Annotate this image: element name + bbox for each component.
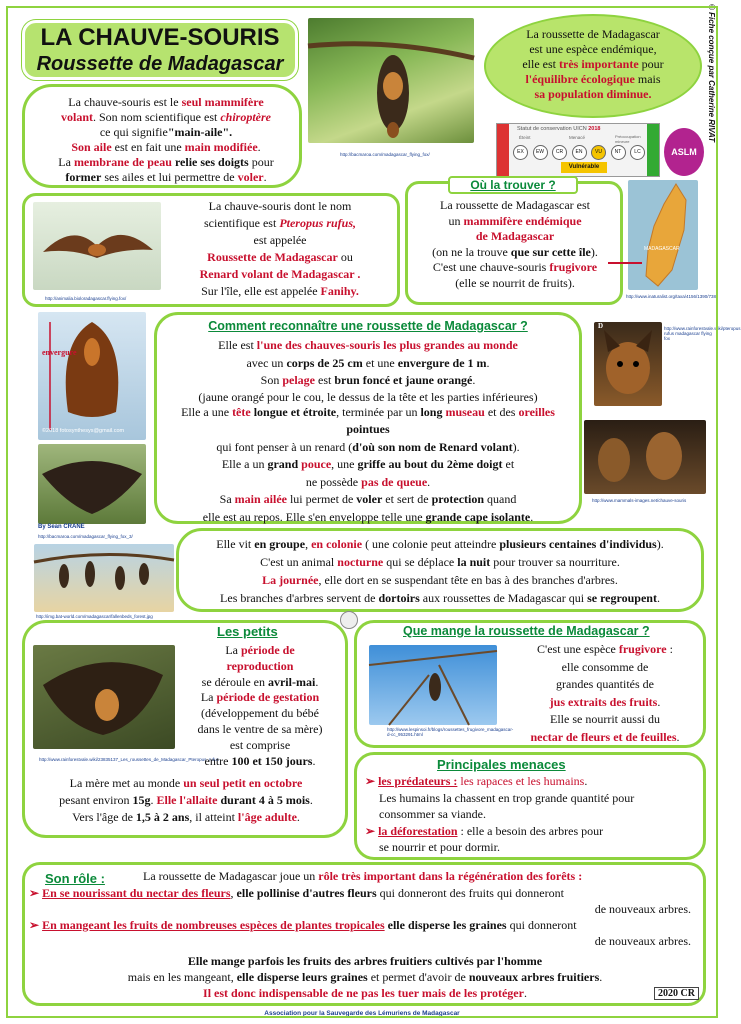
- food-4b: .: [657, 694, 661, 709]
- side-credit: © Fiche conçue par Catherine RIVAT: [707, 4, 716, 143]
- uicn-lc-label: Préoccupation mineure: [615, 134, 641, 144]
- role-intro-text: La roussette de Madagascar joue un: [143, 869, 319, 883]
- pet-10e: .: [309, 793, 313, 807]
- uicn-cat-nt: NT: [611, 145, 626, 160]
- pet-april-may: avril-mai: [267, 674, 316, 689]
- intro-dot-1: .: [257, 140, 261, 154]
- role-p2c: et permet d'avoir de: [367, 970, 469, 984]
- endemic-important: très importante: [559, 57, 639, 71]
- colony-tree-photo: [34, 544, 174, 612]
- food-box: [354, 620, 706, 748]
- flying-bat-photo: [33, 202, 161, 290]
- threat-1c: .: [584, 774, 588, 788]
- hanging-bat-photo: [308, 18, 474, 143]
- rec-wingspan: envergure de 1 m: [397, 355, 487, 370]
- role-2e: de nouveaux arbres.: [594, 934, 691, 948]
- petits-text-2: [31, 775, 341, 826]
- food-5: Elle se nourrit aussi du: [550, 712, 660, 726]
- photo-d-label: D: [598, 322, 604, 330]
- intro-flying: volant: [60, 110, 93, 124]
- caption-10: http://www.lespinsoi.fr/blogs/roussettes_frugivore_madagascar-d-cc_953291.html: [387, 727, 514, 737]
- col-4a: Les branches d'arbres servent de: [220, 591, 379, 605]
- caption-6: By Sean CRANE: [38, 524, 85, 530]
- col-2d: pour trouver sa nourriture.: [490, 555, 620, 569]
- food-title: Que mange la roussette de Madagascar ?: [403, 624, 650, 638]
- recognize-title-wrap: [157, 319, 579, 334]
- role-intro: [143, 868, 703, 884]
- intro-fly: voler: [237, 170, 264, 184]
- uicn-selected: Vulnérable: [561, 162, 607, 173]
- names-roussette: Roussette de Madagascar: [207, 250, 338, 264]
- endemic-balance: l'équilibre écologique: [525, 72, 635, 86]
- petits-text: [179, 643, 341, 769]
- names-box: [22, 193, 400, 307]
- pet-11d: .: [296, 810, 300, 824]
- map-label: MADAGASCAR: [644, 246, 680, 252]
- colony-box: [176, 528, 704, 612]
- role-p2a: mais en les mangeant,: [127, 970, 237, 984]
- caption-1: http://bacmaroa.com/madagascar_flying_fox/: [340, 152, 430, 157]
- uicn-cat-cr: CR: [552, 145, 567, 160]
- col-4c: aux roussettes de Madagascar qui: [419, 591, 588, 605]
- bat-face-illustration: [594, 322, 662, 406]
- rec-9b: lui permet de: [286, 492, 357, 506]
- wingspan-illustration: [38, 312, 146, 440]
- rec-1a: Elle est: [218, 338, 257, 352]
- rec-7e: et: [502, 457, 515, 471]
- year-badge: 2020 CR: [654, 987, 699, 1000]
- rec-8b: .: [427, 474, 431, 489]
- pet-gestation: période de gestation: [216, 690, 320, 705]
- rec-9d: et sert de: [382, 492, 432, 506]
- colony-tree-illustration: [34, 544, 174, 612]
- role-new-trees: nouveaux arbres fruitiers: [468, 970, 600, 984]
- aslm-logo: ASLM: [664, 128, 704, 176]
- rec-10c: .: [530, 509, 534, 524]
- uicn-status-widget: [496, 123, 660, 177]
- intro-text-6: pour: [248, 155, 274, 169]
- rec-3d: .: [472, 373, 476, 387]
- rec-fox-name: d'où son nom de Renard volant: [352, 439, 513, 454]
- threat-bullet-1-icon: ➢: [365, 774, 379, 788]
- col-4e: .: [656, 591, 660, 605]
- pet-1: La: [225, 643, 241, 657]
- intro-hand-wing: "main-aile".: [167, 125, 233, 139]
- uicn-year: 2018: [588, 126, 601, 132]
- uicn-title: Statut de conservation UICN: [517, 126, 587, 132]
- pet-8: entre: [204, 753, 232, 768]
- names-text: [167, 198, 393, 300]
- intro-box: [22, 84, 302, 188]
- madagascar-map: [628, 180, 698, 290]
- food-nectar: nectar de fleurs et de feuilles: [530, 729, 677, 744]
- wingspan-photo: [38, 312, 146, 440]
- role-p3b: .: [523, 986, 527, 1000]
- bat-in-tree-illustration: [369, 645, 497, 725]
- rec-fur: pelage: [282, 373, 315, 387]
- where-paren: ).: [590, 244, 598, 259]
- endemic-oval: [484, 14, 702, 118]
- where-box: [405, 178, 623, 305]
- role-disperses: elle disperse les graines: [387, 918, 507, 932]
- col-regroup: se regroupent: [587, 591, 657, 605]
- rec-9f: quand: [484, 492, 517, 506]
- food-frugivore: frugivore: [618, 642, 667, 656]
- rec-claw: griffe au bout du 2ème doigt: [357, 457, 503, 471]
- role-p2e: .: [599, 970, 603, 984]
- where-text: [412, 198, 618, 291]
- intro-dot-2: .: [263, 170, 267, 184]
- petits-title: Les petits: [217, 624, 278, 639]
- bat-in-tree-photo: [369, 645, 497, 725]
- where-only-island: que sur cette île: [510, 244, 591, 259]
- where-a: un: [448, 213, 464, 228]
- food-3: grandes quantités de: [556, 677, 654, 691]
- intro-chiroptera: chiroptère: [220, 110, 271, 124]
- bat-group-illustration: [584, 420, 706, 494]
- threats-title-wrap: [437, 757, 566, 773]
- col-1d: ( une colonie peut atteindre: [362, 537, 500, 551]
- pet-5: (développement du bébé: [201, 706, 319, 721]
- rec-fur-detail: (jaune orangé pour le cou, le dessus de la tête et les parties inférieures): [198, 389, 538, 404]
- rec-9c: voler: [356, 492, 383, 506]
- role-protect: Il est donc indispensable de ne pas les tuer mais de les protéger: [203, 986, 524, 1000]
- recognize-title: Comment reconnaître une roussette de Madagascar ?: [208, 319, 528, 333]
- food-1b: :: [666, 642, 673, 656]
- threat-bullet-2-icon: ➢: [365, 823, 379, 838]
- role-paragraph: [29, 953, 701, 1001]
- petits-title-wrap: [217, 624, 278, 640]
- pet-7: est comprise: [229, 737, 291, 752]
- col-3a: , elle dort en se suspendant tête en bas à des branches d'arbres.: [318, 573, 618, 587]
- intro-text-5: La: [58, 155, 74, 169]
- pet-11: Vers l'âge de: [72, 810, 136, 824]
- food-juice: jus extraits des fruits: [549, 694, 658, 709]
- rec-9a: Sa: [219, 492, 235, 506]
- endemic-line-2: est une espèce endémique,: [529, 42, 657, 56]
- uicn-cat-en: EN: [572, 145, 587, 160]
- role-seeds: elle disperse leurs graines: [236, 970, 368, 984]
- rec-7c: , une: [331, 457, 358, 471]
- bat-wings-illustration: [38, 444, 146, 524]
- recognize-text: [163, 337, 573, 526]
- rec-snout: museau: [445, 404, 485, 419]
- intro-text-3: ce qui signifie: [99, 125, 168, 139]
- names-fanihy: Fanihy.: [320, 284, 359, 298]
- intro-form: former: [65, 170, 102, 184]
- colony-text: [183, 535, 697, 607]
- food-1: C'est une espèce: [537, 642, 619, 656]
- bat-face-photo: [594, 322, 662, 406]
- role-bullet-1-icon: ➢: [29, 886, 43, 900]
- threat-raptors-humans: les rapaces et les humains: [457, 774, 585, 788]
- threat-5: se nourrir et pour dormir.: [379, 840, 500, 854]
- caption-9: http://www.rainforestvale.wiki/23835137_Les_roussettes_de_Madagascar_Pteropus_rufus: [39, 757, 219, 762]
- col-1a: Elle vit: [216, 537, 255, 551]
- madagascar-map-illustration: [628, 180, 698, 290]
- caption-7: http://bacmaroa.com/madagascar_flying_fox_3/: [38, 534, 133, 539]
- names-line-2: scientifique est: [204, 216, 280, 230]
- rec-largest: l'une des chauves-souris les plus grandes au monde: [256, 338, 518, 352]
- rec-3b: est: [315, 373, 335, 387]
- page-title: LA CHAUVE-SOURIS: [40, 24, 280, 51]
- petits-box: [22, 620, 348, 838]
- role-1e: de nouveaux arbres.: [594, 902, 691, 916]
- rec-protection: protection: [431, 492, 485, 506]
- bat-group-photo: [584, 420, 706, 494]
- pet-adult: l'âge adulte: [237, 810, 297, 824]
- rec-5d: long: [420, 404, 446, 419]
- rec-5a: Elle a une: [181, 404, 233, 419]
- pet-nurses: Elle l'allaite: [156, 793, 218, 807]
- threat-predators: les prédateurs :: [378, 774, 458, 788]
- names-line-6: Sur l'île, elle est appelée: [201, 284, 321, 298]
- bat-wings-photo: [38, 444, 146, 524]
- where-line-6: (elle se nourrit de fruits).: [455, 275, 575, 290]
- role-bullet-2-icon: ➢: [29, 918, 43, 932]
- map-arrow: [608, 262, 642, 264]
- names-or: ou: [337, 250, 353, 264]
- threats-text: [365, 773, 701, 856]
- col-2a: C'est un animal: [260, 555, 338, 569]
- caption-4: http://www.rainforestvale.wiki/pteropus rufus madagascar flying fox: [664, 326, 741, 341]
- role-fruits: En mangeant les fruits de nombreuses espèces de plantes tropicales: [42, 918, 385, 932]
- baby-bat-photo: [33, 645, 175, 749]
- threat-deforestation: la déforestation: [378, 823, 458, 838]
- rec-5c: , terminée par un: [336, 404, 421, 419]
- where-line-4: (on ne la trouve: [432, 244, 511, 259]
- page-subtitle: Roussette de Madagascar: [36, 53, 284, 75]
- intro-text-2: . Son nom scientifique est: [93, 110, 221, 124]
- role-p1: Elle mange parfois les fruits des arbres fruitiers cultivés par l'homme: [187, 954, 543, 968]
- pet-weight: 15g: [132, 793, 151, 807]
- uicn-cat-ex: EX: [513, 145, 528, 160]
- rec-6c: ).: [512, 439, 520, 454]
- role-1b: ,: [230, 886, 237, 900]
- pet-10: pesant environ: [59, 793, 133, 807]
- endemic-but: mais: [634, 72, 661, 86]
- rec-6a: qui font penser à un renard (: [216, 439, 353, 454]
- intro-text-4: est en fait une: [111, 140, 185, 154]
- pet-9: La mère met au monde: [69, 776, 184, 790]
- rec-winged-hand: main ailée: [234, 492, 287, 506]
- food-6b: .: [676, 729, 680, 744]
- caption-8: http://img.bat-world.com/madagascar/fallenbeds_forest.jpg: [36, 614, 153, 619]
- hanging-bat-illustration: [308, 18, 474, 143]
- role-2d: qui donneront: [506, 918, 577, 932]
- col-group: en groupe: [254, 537, 306, 551]
- threat-4b: : elle a besoin des arbres pour: [457, 823, 604, 838]
- rec-2a: avec un: [246, 355, 287, 370]
- rec-8a: ne possède: [305, 474, 362, 489]
- pet-11c: , il atteint: [189, 810, 238, 824]
- rec-body: corps de 25 cm: [286, 355, 363, 370]
- where-madagascar: de Madagascar: [475, 229, 555, 243]
- food-2: elle consomme de: [561, 659, 649, 674]
- pet-3c: .: [315, 674, 319, 689]
- role-nectar: En se nourissant du nectar des fleurs: [42, 886, 231, 900]
- role-pollinates: elle pollinise d'autres fleurs: [236, 886, 377, 900]
- uicn-threat-label: Menacé: [569, 135, 586, 140]
- pet-months: durant 4 à 5 mois: [217, 793, 310, 807]
- envergure-label: envergure: [42, 348, 77, 357]
- rec-cape: grande cape isolante: [425, 509, 531, 524]
- col-2b: qui se déplace: [383, 555, 458, 569]
- where-title-tag: [448, 176, 578, 194]
- names-renard: Renard volant de Madagascar .: [199, 267, 361, 281]
- role-regeneration: rôle très important dans la régénération des forêts :: [318, 869, 583, 883]
- pet-days: 100 et 150 jours: [231, 753, 313, 768]
- rec-7b: grand: [267, 457, 302, 471]
- pet-10c: .: [150, 793, 157, 807]
- intro-its-wing: Son aile: [71, 140, 112, 154]
- intro-only-mammal: seul mammifère: [181, 95, 264, 109]
- pet-8c: .: [312, 753, 316, 768]
- rec-10a: elle est au repos. Elle s'en enveloppe telle une: [202, 509, 426, 524]
- uicn-cat-ew: EW: [533, 145, 548, 160]
- endemic-decline: sa population diminue.: [534, 87, 652, 101]
- rec-pointed: pointues: [346, 422, 390, 436]
- threats-title: Principales menaces: [437, 757, 566, 772]
- col-nocturnal: nocturne: [337, 555, 384, 569]
- uicn-left-phone: [497, 124, 509, 176]
- pet-4: La: [200, 690, 217, 705]
- uicn-cat-vu: VU: [591, 145, 606, 160]
- intro-links-fingers: relie ses doigts: [171, 155, 249, 169]
- col-1f: ).: [656, 537, 664, 551]
- names-scientific: Pteropus rufus,: [279, 216, 356, 230]
- uicn-extinct-label: Éteint: [519, 135, 531, 140]
- uicn-right-phone: [647, 124, 659, 176]
- caption-5: http://www.mammals-images.net/chauve-souris: [592, 498, 687, 503]
- rec-3a: Son: [260, 373, 283, 387]
- names-line-1: La chauve-souris dont le nom: [208, 199, 352, 213]
- endemic-for: pour: [638, 57, 664, 71]
- food-title-wrap: [403, 624, 650, 639]
- col-hundreds: plusieurs centaines d'individus: [499, 537, 657, 551]
- photo-copyright: ©2018 fotosynthesys@gmail.com: [42, 428, 125, 434]
- footer-association: Association pour la Sauvegarde des Lémuriens de Madagascar: [264, 1010, 460, 1017]
- intro-membrane: membrane de peau: [73, 155, 172, 169]
- pet-period: période de: [240, 643, 295, 657]
- col-1c: ,: [305, 537, 312, 551]
- col-day: La journée: [262, 573, 319, 587]
- endemic-line-3: elle est: [522, 57, 559, 71]
- pet-years: 1,5 à 2 ans: [135, 810, 190, 824]
- food-text: [507, 641, 703, 746]
- uicn-cat-lc: LC: [630, 145, 645, 160]
- where-line-5: C'est une chauve-souris: [432, 260, 550, 274]
- rec-ears: oreilles: [518, 404, 555, 419]
- role-title: Son rôle :: [45, 871, 105, 886]
- rec-colors: brun foncé et jaune orangé: [334, 373, 473, 387]
- rec-head: tête: [232, 404, 251, 419]
- caption-2: http://animalia.bioloradagascar.flying.fox/: [45, 296, 127, 301]
- title-box: [22, 20, 298, 80]
- where-title: Où la trouver ?: [470, 178, 556, 192]
- rec-5e: et des: [484, 404, 519, 419]
- threat-3: consommer sa viande.: [379, 807, 486, 821]
- uicn-title-row: [517, 126, 600, 132]
- intro-text-1: La chauve-souris est le: [68, 95, 182, 109]
- flying-bat-illustration: [33, 202, 161, 290]
- intro-text-7: ses ailes et lui permettre de: [101, 170, 238, 184]
- col-colony: en colonie: [311, 537, 363, 551]
- pet-reproduction: reproduction: [226, 658, 294, 673]
- rec-long-narrow: longue et étroite: [250, 404, 337, 419]
- recognize-box: [154, 312, 582, 524]
- endemic-line-1: La roussette de Madagascar: [526, 27, 660, 41]
- role-bullets: [29, 885, 701, 949]
- pet-6: dans le ventre de sa mère): [197, 721, 323, 736]
- caption-3: http://www.inaturalist.org/taxa/4156/1390/738: [626, 294, 717, 299]
- col-night: la nuit: [457, 555, 491, 569]
- role-1d: qui donneront des fruits qui donneront: [376, 886, 564, 900]
- rec-thumb: pouce: [301, 457, 332, 471]
- rec-7a: Elle a un: [221, 457, 268, 471]
- names-line-3: est appelée: [253, 233, 307, 247]
- where-frugivore: frugivore: [549, 260, 598, 274]
- where-line-1: La roussette de Madagascar est: [440, 198, 590, 212]
- pet-3: se déroule en: [201, 674, 268, 689]
- uicn-categories: [513, 145, 645, 160]
- intro-modified-hand: main modifiée: [184, 140, 258, 154]
- center-emblem-icon: [340, 611, 358, 629]
- threat-2: Les humains la chassent en trop grande quantité pour: [379, 790, 635, 805]
- rec-no-tail: pas de queue: [361, 474, 428, 489]
- role-box: [22, 862, 706, 1006]
- rec-2e: .: [486, 355, 490, 370]
- threats-box: [354, 752, 706, 860]
- rec-2c: et une: [362, 355, 398, 370]
- where-endemic-mammal: mammifère endémique: [463, 213, 582, 228]
- baby-bat-illustration: [33, 645, 175, 749]
- col-dormitories: dortoirs: [378, 591, 420, 605]
- pet-one-baby: un seul petit en octobre: [183, 776, 303, 790]
